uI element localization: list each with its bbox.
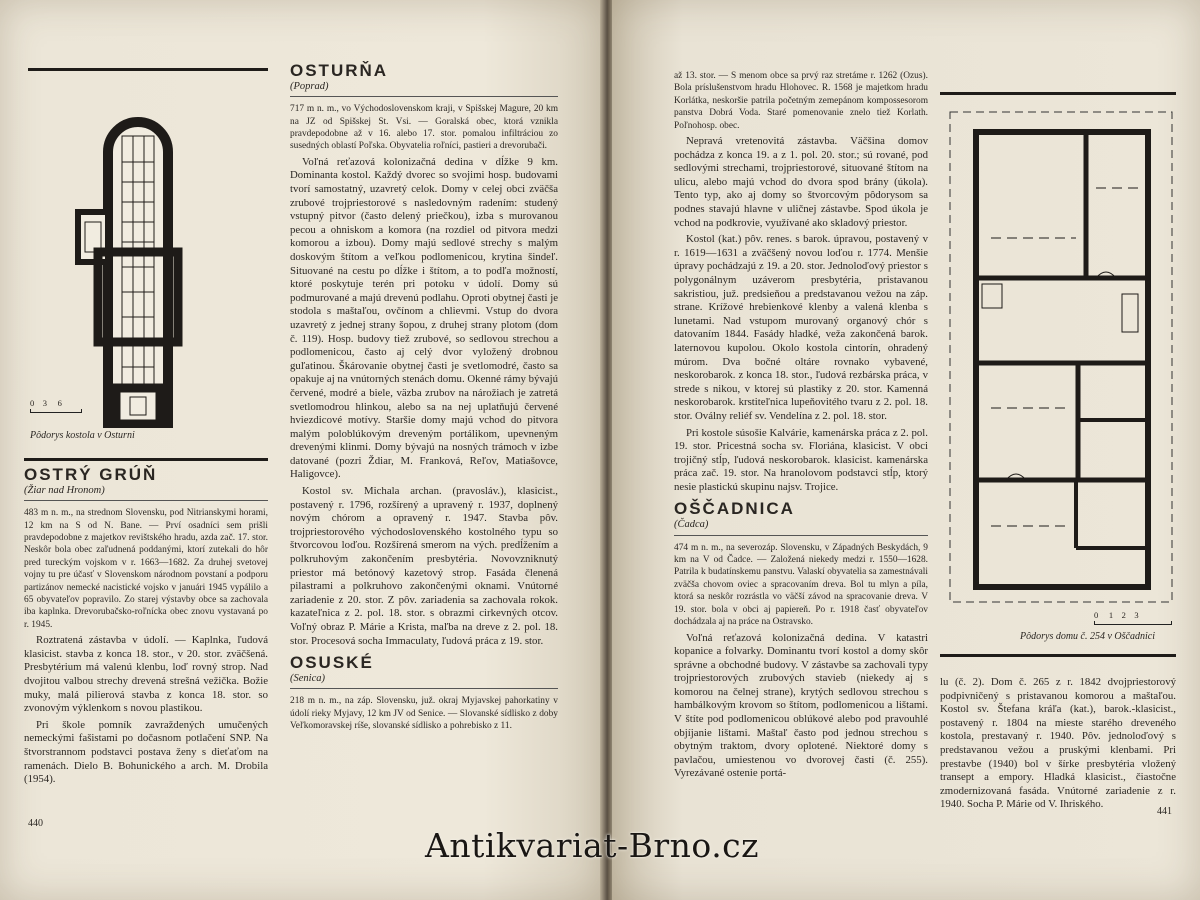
column-osturna-continued: [674, 70, 928, 820]
right-page: [612, 0, 1200, 900]
scale-label: 6: [57, 398, 62, 408]
top-rule-right: [940, 92, 1176, 95]
entry-intro: 483 m n. m., na strednom Slovensku, pod Nitrianskymi horami, 12 km na S od N. Bane. — Prví osadníci sem prišli pravdepodobne z majetkov revištského hradu, azda zač. 17. stor. Neskôr bola obec zaľudnená poddanými, ktorí zutekali do hôr pred tureckým vojskom v r. 1663—1682. Za druhej svetovej vojny tu pre účasť v Slovenskom národnom povstaní a podporu partizánov nemecké nacistické vojsko v januári 1945 vypálilo a 65 obyvateľov popravilo. Zo starej výstavby obce sa zachovala iba kaplnka. Drevorubačsko-roľnícka obec znovu vystavaná po r. 1945.: [24, 508, 268, 630]
page-number: 441: [1157, 806, 1172, 817]
scale-bar-left: [30, 398, 82, 413]
entry-title: OSUSKÉ: [290, 653, 374, 673]
entry-district: (Žiar nad Hronom): [24, 484, 268, 502]
column-osturna: [290, 60, 558, 830]
entry-district: (Poprad): [290, 80, 558, 98]
top-rule-left: [28, 68, 268, 71]
watermark-text: Antikvariat-Brno.cz: [425, 826, 760, 865]
entry-intro: 717 m n. m., vo Východoslovenskom kraji, v Spišskej Magure, 20 km na JZ od Spišskej St. Vsi. — Goralská obec, ktorá vznikla pravdepodobne až v 16. alebo 17. stor. pomalou infiltráciou zo susedných oblastí Poľska. Obyvatelia roľníci, pastieri a drevorubači.: [290, 104, 558, 152]
scale-label: 3: [1134, 610, 1139, 620]
entry-paragraph: Voľná reťazová kolonizačná dedina v dĺžke 9 km. Dominanta kostol. Každý dvorec so svojimi hosp. budovami tvorí samostatný, uzavretý celok. Domy v celej obci zväčša zrubové trojpriestorové s nasledovným radením: studený vstupný pitvor (často delený priečkou), izba s murovanou pecou a ohniskom a komora (na rozdiel od pitvora medzi komorou a izbou). Domy majú sedlové strechy s malým doskovým štítom a veľkou podlomenicou, krytina šindeľ. Situované na cestu po dĺžke i štítom, a to podľa možností, ktoré poskytuje terén pri potoku v údolí. Domy sú podmurované a majú drevenú podlahu. Oproti obytnej časti je stodola s maštaľou, ovčínom a chlievmi. Vstup do dvora uzavretý z jednej strany šopou, z druhej strany plotom (dom č. 119). Hosp. budovy tiež zrubové, so sedlovou strechou a podlomenicou, často aj celý dvor vyložený drobnou guľatinou. Škárovanie obytnej časti je svetlomodré, často sa opakuje aj na vnútorných stenách domu. Okenné rámy bývajú červené, modré a biele, väzba zrubov na nárožiach je zatretá svetlomodrou hlinkou, alebo sa na nej uplatňujú červené hviezdicové motívy. Staršie domy majú vchod do pitvora malým poloblúkovým dreveným portálikom, upevneným drevenými klinmi. Domy bývajú na nosných trámoch v izbe datované (pozri Ždiar, M. Franková, Reľov, Matiašovce, Haligovce).: [290, 155, 558, 481]
house-floor-plan: [946, 108, 1176, 608]
entry-title: OŠČADNICA: [674, 499, 795, 519]
entry-paragraph: Kostol sv. Michala archan. (pravosláv.), klasicist., postavený r. 1796, rozšírený a upravený r. 1937, doplnený novým chórom a opravený r. 1947. Stavba pôv. trojpriestorového východoslovenského kostolného typu so štvorcovou loďou. Rozšírená smerom na vých. predĺžením a polkruhovým zakončením presbytéria. Novovzniknutý priestor má betónový kazetový strop. Fasáda členená pilastrami a polkruhovo zakončenými oknami. Vnútorné zariadenie z 20. stor. Z pôv. zariadenia sa zachovala rokok. kazateľnica z 2. pol. 18. stor. s obrazmi cirkevných otcov. Voľný obraz P. Márie a Krista, maľba na dreve z 2. pol. 18. stor. Procesová socha Immaculaty, ľudová práca z 19. stor.: [290, 485, 558, 647]
entry-title: OSTRÝ GRÚŇ: [24, 465, 158, 484]
scale-label: 1: [1108, 610, 1114, 620]
entry-paragraph: Kostol (kat.) pôv. renes. s barok. úpravou, postavený v r. 1619—1631 a zväčšený novou loďou r. 1774. Menšie úpravy pochádzajú z 19. a 20. stor. Jednoloďový priestor s polygonálnym uzáverom presbytéria, pristavanou sakristiou, juž. predsieňou a predstavanou vežou na záp. strane. Krížové hrebienkové klenby a valená klenba s lunetami. Nad vstupom murovaný organový chór s datovaním 1844. Fasády hladké, veža zakončená barok. laternovou kupolou. Okolo kostola cintorín, ohradený múrom. Dva bočné oltáre rovnako vybavené, neskorobarok. z konca 18. stor., ľudová rezbárska práca, v strede s nikou, v ktorej sú plastiky z 20. stor. Kamenná neskorobarok. krstiteľnica lupeňovitého tvaru z 2. pol. 18. stor. Oválny reliéf sv. Vendelína z 2. pol. 18. stor.: [674, 233, 928, 422]
entry-title: OSTURŇA: [290, 61, 389, 80]
entry-district: (Čadca): [674, 518, 928, 536]
entry-paragraph: Pri kostole súsošie Kalvárie, kamenárska práca z 2. pol. 19. stor. Pricestná socha sv. Floriána, klasicist. V obci trojičný stĺp, ľudová neskorobarok. klasicist. kamenárska práca zač. 19. stor. Na hranolovom podstavci stĺp, ktorý nesie plastickú skupinu najsv. Trojice.: [674, 426, 928, 493]
entry-intro: až 13. stor. — S menom obce sa prvý raz stretáme r. 1262 (Ozus). Bola príslušenstvom hradu Hlohovec. R. 1568 je majetkom hradu Korlátka, neskoršie patrila početným zemepánom kompossesorom panstva Dobrá Voda. Staré pomenovanie znelo tiež Korlath. Poľnohosp. obec.: [674, 71, 928, 131]
figure-caption: Pôdorys domu č. 254 v Oščadnici: [1020, 631, 1155, 642]
page-number: 440: [28, 818, 43, 829]
scale-label: 0: [1094, 610, 1099, 620]
figure-caption: Pôdorys kostola v Osturni: [30, 430, 135, 441]
scale-label: 3: [42, 398, 47, 408]
scale-label: 2: [1121, 610, 1126, 620]
entry-paragraph: lu (č. 2). Dom č. 265 z r. 1842 dvojpriestorový podpivničený s pristavanou komorou a maštaľou. Kostol sv. Štefana kráľa (kat.), barok.-klasicist., postavený r. 1804 na mieste starého dreveného kostola, prestavaný r. 1940. Pôv. jednoloďový s predstavanou vežou a pruskými klenbami. Pri prestavbe (1940) bol v šírke presbytéria vložený transept a empory. Hladká klasicist., čiastočne zmodernizovaná fasáda. Vnútorné zariadenie z r. 1940. Socha P. Márie od V. Ihriského.: [940, 676, 1176, 811]
scale-bar-right: [1094, 610, 1172, 625]
church-floor-plan: [68, 92, 208, 428]
section-rule: [940, 654, 1176, 657]
scale-label: 0: [30, 398, 35, 408]
entry-paragraph: Nepravá vretenovitá zástavba. Väčšina domov pochádza z konca 19. a z 1. pol. 20. stor.; sú rované, pod sedlovými strechami, trojpriestorové, situované štítom na ulicu, alebo majú vchod do dvora spod brány (úkola). Tento typ, ako aj domy so štvorcovým pôdorysom sa podnes stavajú hlavne v uličnej zástavbe. Spod úkola je vchod na podkrovie, využívané ako skladový priestor.: [674, 135, 928, 229]
entry-intro: 474 m n. m., na severozáp. Slovensku, v Západných Beskydách, 9 km na V od Čadce. — Založená niekedy medzi r. 1550—1628. Patrila k budatínskemu panstvu. Valaskí obyvatelia sa zamestnávali zväčša chovom oviec a spracovaním dreva. Bol tu mlyn a píla, ktorá sa neskôr rozrástla vo väčší závod na spracovanie dreva. V 19. stor. bola v obci aj papiereň. Po r. 1918 časť obyvateľov dochádzala aj na práce na Ostravsko.: [674, 542, 928, 628]
entry-paragraph: Pri škole pomník zavraždených umučených nemeckými fašistami po dočasnom potlačení SNP. Na štvorstrannom podstavci postava ženy s dieťaťom na ramenách. Dielo B. Bohunického a arch. M. Drobila (1954).: [24, 718, 268, 786]
entry-paragraph: Voľná reťazová kolonizačná dedina. V katastri kopanice a folvarky. Dominantu tvorí kostol a domy skôr správne a obchodné budovy. V zástavbe sa zachovali typy trojpriestorových zrubových stavieb (niekedy aj s komorou na čelnej strane), krytých sedlovou strechou s hambálkovým krovom so štítom, podlomenicou a lištami. V štíte pod podlomenicou oblúkové alebo pod pravouhlé objíjanie lištami. Maštaľ často pod jednou strechou s obytným traktom, dvory oplotené. Niektoré domy s pavlačou, umiestenou vo dvorovej časti (č. 255). Vyrezávané ostenie portá-: [674, 631, 928, 780]
entry-paragraph: Roztratená zástavba v údolí. — Kaplnka, ľudová klasicist. stavba z konca 18. stor., v 20. stor. zväčšená. Presbytérium má valenú klenbu, loď rovný strop. Nad dvojitou valbou strechy drevená strešná vežička. Božie muky, malá pilierová stavba z konca 18. stor. so zvonovým výklenkom s novou plastikou.: [24, 634, 268, 715]
entry-intro: 218 m n. m., na záp. Slovensku, juž. okraj Myjavskej pahorkatiny v údolí rieky Myjavy, 12 km JV od Senice. — Slovanské sídlisko z doby Veľkomoravskej ríše, slovanské sídlisko a pohrebisko z 11.: [290, 696, 558, 732]
section-rule: [24, 458, 268, 461]
entry-district: (Senica): [290, 672, 558, 690]
column-oscadnica-continued: [940, 676, 1176, 816]
column-ostry-grun: [24, 464, 268, 824]
